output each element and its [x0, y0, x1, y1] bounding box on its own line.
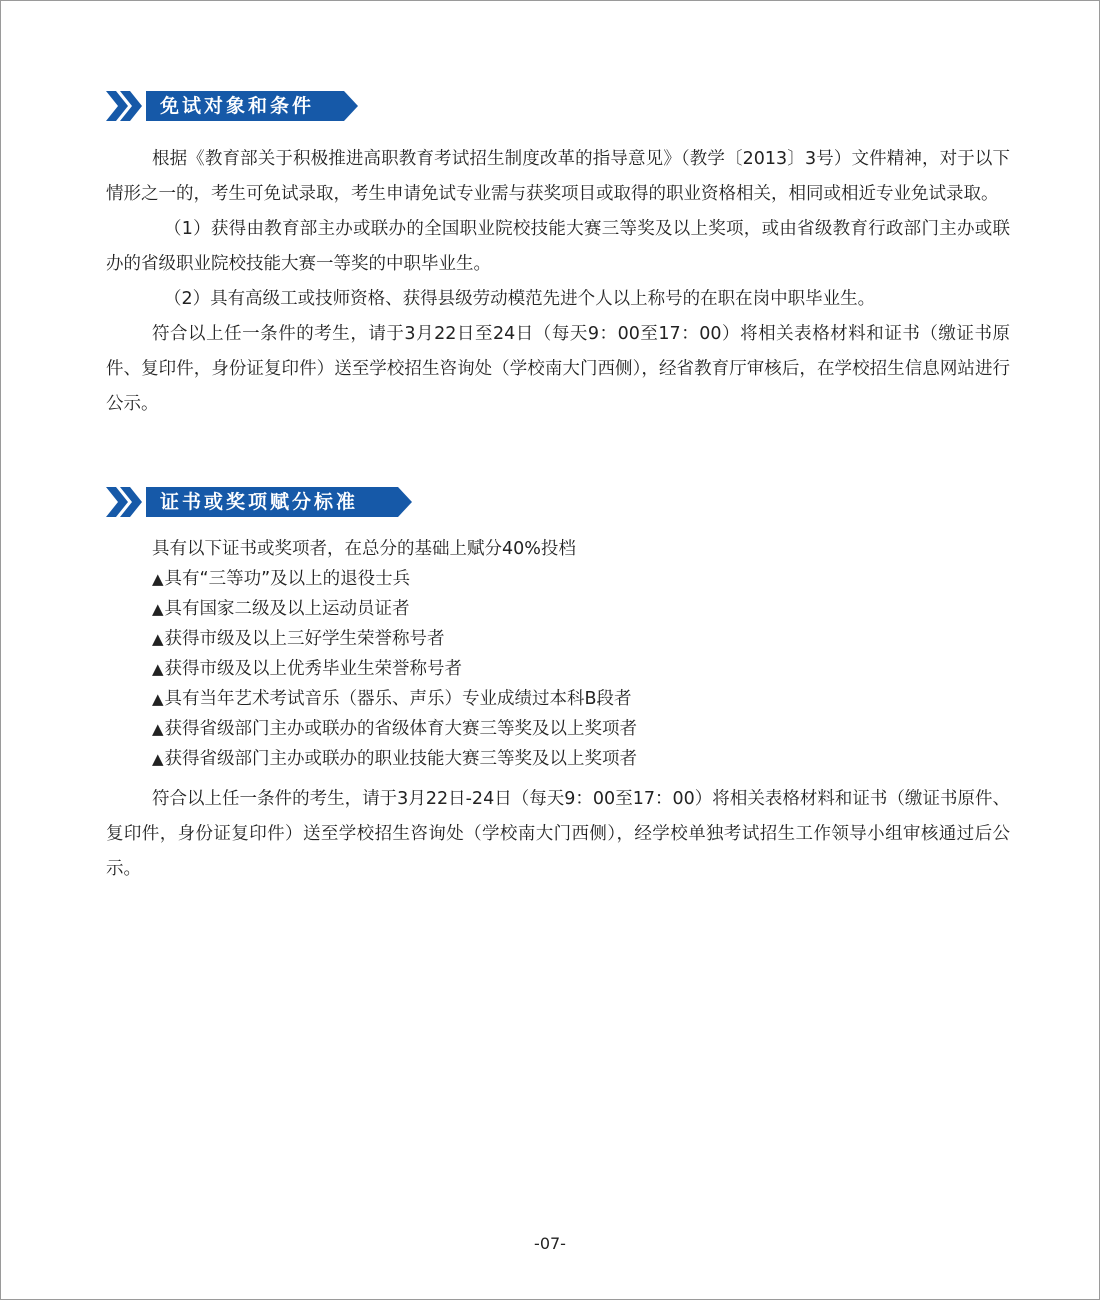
- section-banner: [146, 91, 358, 121]
- list-item: ▲具有国家二级及以上运动员证者: [152, 599, 410, 619]
- bonus-list: [106, 534, 1010, 774]
- section-header-exemption: [106, 88, 1010, 124]
- list-item: ▲具有“三等功”及以上的退役士兵: [152, 569, 411, 589]
- page-content: [106, 88, 1010, 887]
- bonus-closing-paragraph: 符合以上任一条件的考生，请于3月22日-24日（每天9：00至17：00）将相关表格材料和证书（缴证书原件、复印件，身份证复印件）送至学校招生咨询处（学校南大门西侧），经学校单独考试招生工作领导小组审核通过后公示。: [106, 789, 1010, 879]
- bonus-intro: 具有以下证书或奖项者，在总分的基础上赋分40%投档: [152, 539, 576, 559]
- double-chevron-icon: [106, 484, 150, 520]
- triangle-bullet-icon: ▲: [152, 660, 164, 678]
- section-banner: [146, 487, 412, 517]
- page-number: -07-: [534, 1234, 566, 1253]
- condition-item-1: （1）获得由教育部主办或联办的全国职业院校技能大赛三等奖及以上奖项，或由省级教育行政部门主办或联办的省级职业院校技能大赛一等奖的中职毕业生。: [106, 219, 1010, 274]
- section-closing-paragraph: 符合以上任一条件的考生，请于3月22日至24日（每天9：00至17：00）将相关表格材料和证书（缴证书原件、复印件，身份证复印件）送至学校招生咨询处（学校南大门西侧），经省教育厅审核后，在学校招生信息网站进行公示。: [106, 324, 1010, 414]
- list-item: ▲具有当年艺术考试音乐（器乐、声乐）专业成绩过本科B段者: [152, 689, 632, 709]
- section-title: 免试对象和条件: [160, 95, 315, 117]
- triangle-bullet-icon: ▲: [152, 750, 164, 768]
- list-item: ▲获得市级及以上优秀毕业生荣誉称号者: [152, 659, 463, 679]
- double-chevron-icon: [106, 88, 150, 124]
- list-item: ▲获得省级部门主办或联办的职业技能大赛三等奖及以上奖项者: [152, 749, 638, 769]
- section-title: 证书或奖项赋分标准: [160, 491, 359, 513]
- list-item: ▲获得市级及以上三好学生荣誉称号者: [152, 629, 445, 649]
- triangle-bullet-icon: ▲: [152, 570, 164, 588]
- section-header-bonus-points: [106, 484, 1010, 520]
- triangle-bullet-icon: ▲: [152, 630, 164, 648]
- triangle-bullet-icon: ▲: [152, 720, 164, 738]
- condition-item-2: （2）具有高级工或技师资格、获得县级劳动模范先进个人以上称号的在职在岗中职毕业生。: [164, 289, 876, 309]
- list-item: ▲获得省级部门主办或联办的省级体育大赛三等奖及以上奖项者: [152, 719, 638, 739]
- triangle-bullet-icon: ▲: [152, 690, 164, 708]
- triangle-bullet-icon: ▲: [152, 600, 164, 618]
- section-intro-paragraph: 根据《教育部关于积极推进高职教育考试招生制度改革的指导意见》（教学〔2013〕3号）文件精神，对于以下情形之一的，考生可免试录取，考生申请免试专业需与获奖项目或取得的职业资格相关，相同或相近专业免试录取。: [106, 149, 1010, 204]
